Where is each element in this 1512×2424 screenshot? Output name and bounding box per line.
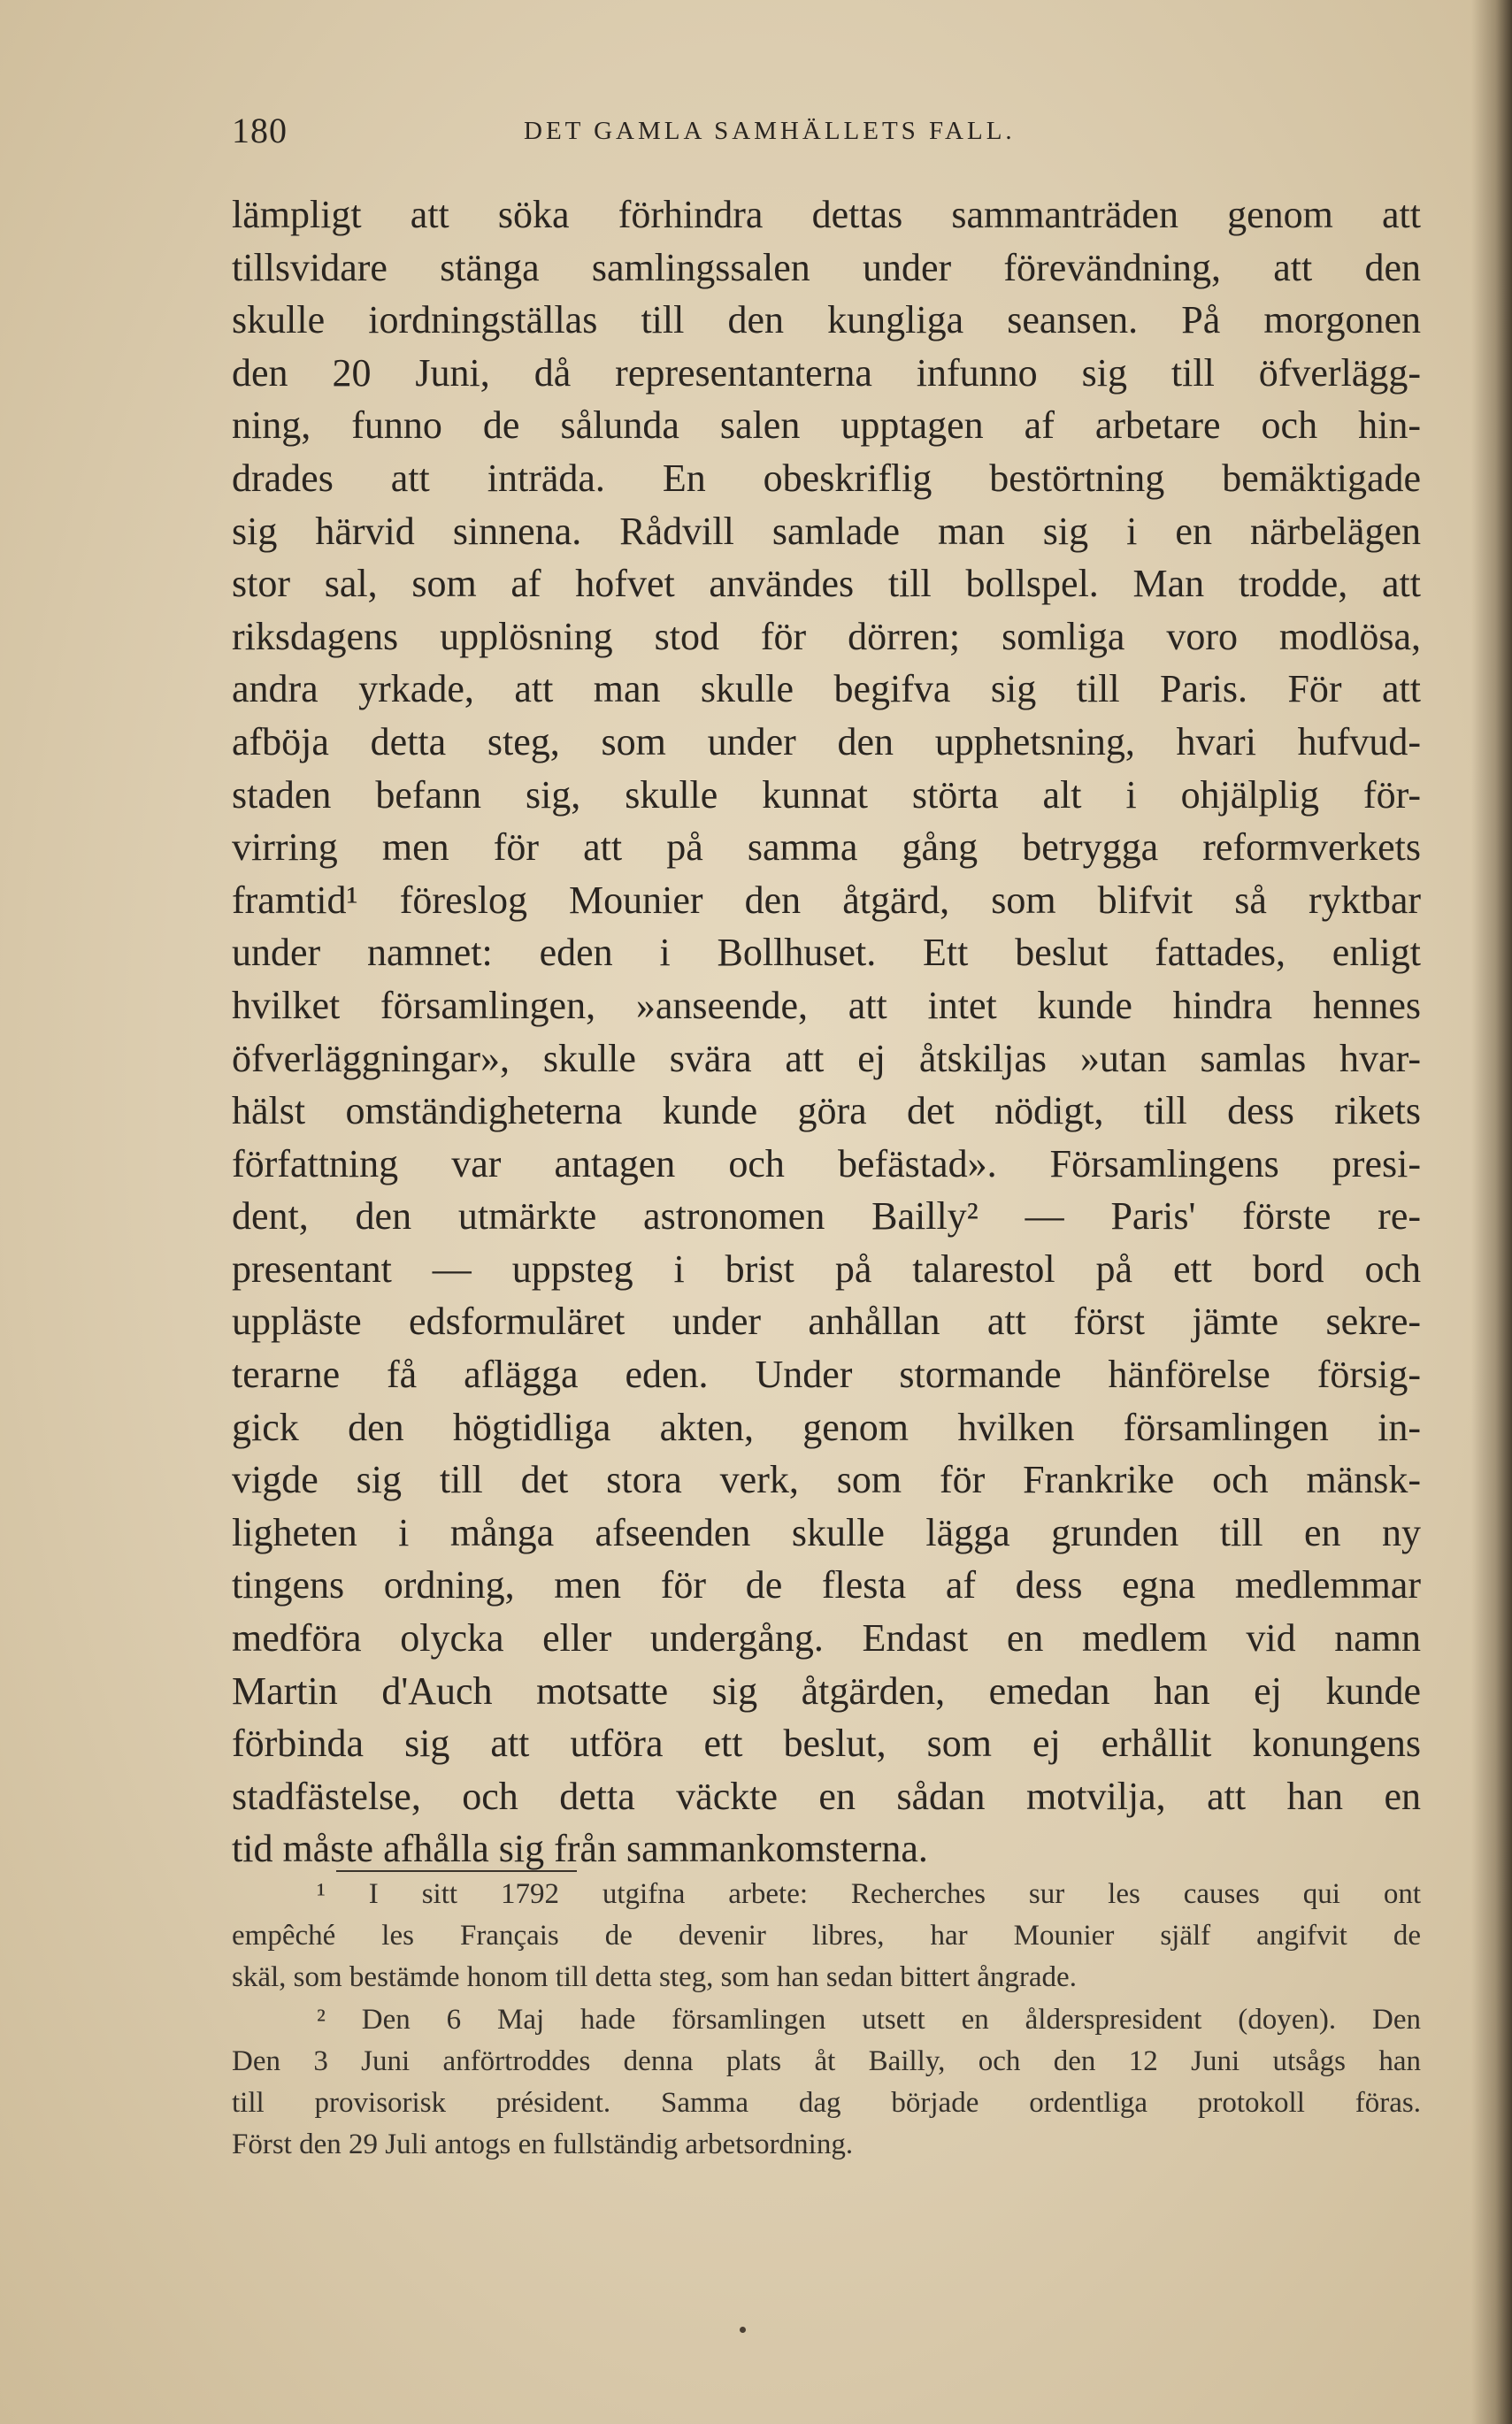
footnote-line: ² Den 6 Maj hade församlingen utsett en ålderspresident (doyen). Den <box>317 2003 1421 2036</box>
text-line: framtid¹ föreslog Mounier den åtgärd, som blifvit så ryktbar <box>232 878 1421 922</box>
text-line: förbinda sig att utföra ett beslut, som ej erhållit konungens <box>232 1722 1421 1766</box>
running-title: DET GAMLA SAMHÄLLETS FALL. <box>524 117 1016 145</box>
text-line: ligheten i många afseenden skulle lägga grunden till en ny <box>232 1510 1421 1554</box>
text-line: afböja detta steg, som under den upphetsning, hvari hufvud- <box>232 719 1421 763</box>
text-line: hvilket församlingen, »anseende, att intet kunde hindra hennes <box>232 983 1421 1027</box>
footnote-line: Den 3 Juni anförtroddes denna plats åt Bailly, och den 12 Juni utsågs han <box>232 2044 1421 2077</box>
text-line: dent, den utmärkte astronomen Bailly² — Paris' förste re- <box>232 1194 1421 1239</box>
text-line: uppläste edsformuläret under anhållan att först jämte sekre- <box>232 1300 1421 1344</box>
text-line: stadfästelse, och detta väckte en sådan motvilja, att han en <box>232 1774 1421 1818</box>
ink-speck <box>740 2327 746 2333</box>
footnote-line: Först den 29 Juli antogs en fullständig arbetsordning. <box>232 2129 854 2161</box>
text-line: ning, funno de sålunda salen upptagen af arbetare och hin- <box>232 403 1421 448</box>
text-line: stor sal, som af hofvet användes till bollspel. Man trodde, att <box>232 562 1421 606</box>
text-line: den 20 Juni, då representanterna infunno sig till öfverlägg- <box>232 350 1421 395</box>
text-line: staden befann sig, skulle kunnat störta alt i ohjälplig för- <box>232 772 1421 817</box>
text-line: drades att inträda. En obeskriflig bestörtning bemäktigade <box>232 456 1421 500</box>
text-line: Martin d'Auch motsatte sig åtgärden, emedan han ej kunde <box>232 1668 1421 1713</box>
footnote-line: skäl, som bestämde honom till detta steg, som han sedan bittert ångrade. <box>232 1961 1077 1994</box>
footnote-rule <box>336 1870 577 1872</box>
text-line: presentant — uppsteg i brist på talarestol på ett bord och <box>232 1247 1421 1291</box>
footnotes <box>232 1874 1421 2166</box>
text-line: terarne få aflägga eden. Under stormande hänförelse försig- <box>232 1353 1421 1397</box>
text-line: hälst omständigheterna kunde göra det nödigt, till dess rikets <box>232 1089 1421 1133</box>
text-line: andra yrkade, att man skulle begifva sig till Paris. För att <box>232 667 1421 711</box>
text-line: tillsvidare stänga samlingssalen under förevändning, att den <box>232 245 1421 289</box>
text-line: vigde sig till det stora verk, som för Frankrike och mänsk- <box>232 1458 1421 1502</box>
text-line: under namnet: eden i Bollhuset. Ett beslut fattades, enligt <box>232 931 1421 975</box>
running-head <box>232 110 1421 163</box>
text-line: sig härvid sinnena. Rådvill samlade man sig i en närbelägen <box>232 509 1421 553</box>
text-line: skulle iordningställas till den kungliga seansen. På morgonen <box>232 298 1421 342</box>
footnote-line: till provisorisk président. Samma dag började ordentliga protokoll föras. <box>232 2086 1421 2119</box>
text-line: öfverläggningar», skulle svära att ej åtskiljas »utan samlas hvar- <box>232 1036 1421 1080</box>
text-line: tingens ordning, men för de flesta af dess egna medlemmar <box>232 1563 1421 1607</box>
page-edge-shadow <box>1471 0 1512 2424</box>
text-line: virring men för att på samma gång betrygga reformverkets <box>232 825 1421 870</box>
text-line: medföra olycka eller undergång. Endast en medlem vid namn <box>232 1616 1421 1661</box>
body-text <box>232 188 1421 1876</box>
footnote-line: ¹ I sitt 1792 utgifna arbete: Recherches sur les causes qui ont <box>317 1878 1421 1910</box>
text-line: tid måste afhålla sig från sammankomsterna. <box>232 1827 928 1871</box>
page-number: 180 <box>232 111 288 150</box>
text-line: riksdagens upplösning stod för dörren; somliga voro modlösa, <box>232 614 1421 658</box>
text-line: författning var antagen och befästad». Församlingens presi- <box>232 1141 1421 1185</box>
text-line: lämpligt att söka förhindra dettas sammanträden genom att <box>232 193 1421 236</box>
text-line: gick den högtidliga akten, genom hvilken församlingen in- <box>232 1405 1421 1449</box>
footnote-line: empêché les Français de devenir libres, har Mounier själf angifvit de <box>232 1920 1421 1952</box>
